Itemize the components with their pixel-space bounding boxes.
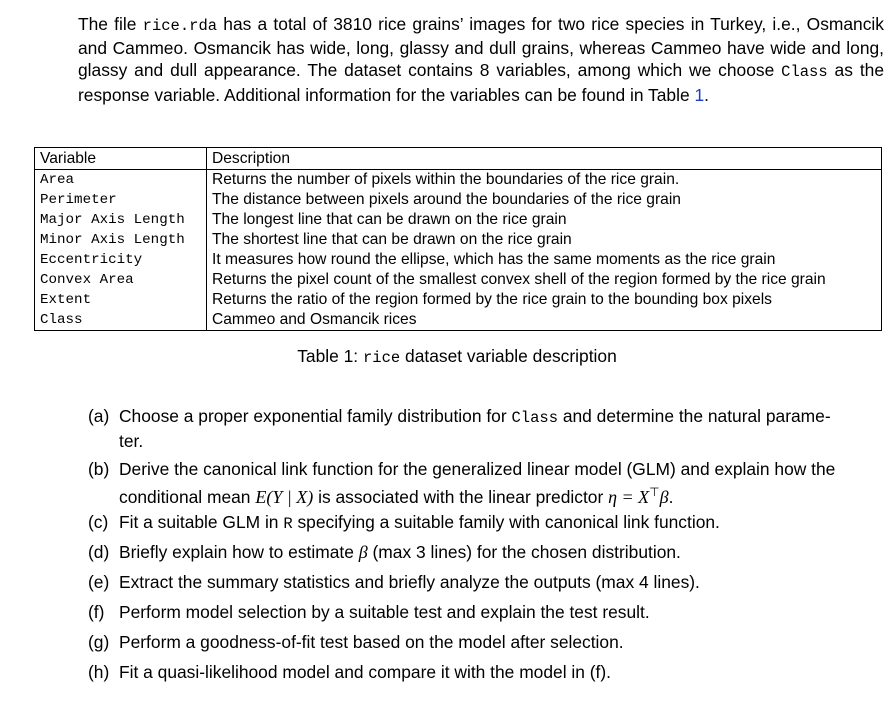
table-caption bbox=[0, 346, 894, 367]
table-row bbox=[35, 190, 882, 210]
table-row bbox=[35, 250, 882, 270]
variable-description: Returns the pixel count of the smallest convex shell of the region formed by the rice grain bbox=[207, 270, 882, 290]
question-text-part: . bbox=[668, 487, 674, 507]
math-linear-predictor bbox=[608, 487, 669, 507]
table-reference-link[interactable]: 1 bbox=[694, 84, 705, 105]
question-text-part: Derive the canonical link function for the generalized linear model (GLM) and explain how the bbox=[119, 459, 836, 479]
table-row bbox=[35, 230, 882, 250]
intro-text-1: The file bbox=[78, 14, 143, 34]
question-text-part: Choose a proper exponential family distribution for bbox=[119, 406, 512, 426]
variable-table bbox=[34, 147, 882, 331]
question-label: (a) bbox=[88, 406, 110, 426]
question-text: Perform model selection by a suitable test and explain the test result. bbox=[119, 602, 650, 622]
variable-name: Eccentricity bbox=[35, 250, 207, 270]
variable-description: Returns the number of pixels within the boundaries of the rice grain. bbox=[207, 170, 882, 191]
question-text-part: conditional mean bbox=[119, 487, 256, 507]
intro-text-3: as the response variable. Additional information for the variables can be found in Table bbox=[78, 60, 884, 105]
variable-name: Class bbox=[35, 310, 207, 331]
math-part: η = X bbox=[608, 487, 650, 507]
variable-name: Minor Axis Length bbox=[35, 230, 207, 250]
question-text-part: and determine the natural parame- bbox=[558, 406, 831, 426]
intro-paragraph bbox=[78, 13, 884, 106]
variable-description: The longest line that can be drawn on the rice grain bbox=[207, 210, 882, 230]
variable-name: Major Axis Length bbox=[35, 210, 207, 230]
variable-description: It measures how round the ellipse, which has the same moments as the rice grain bbox=[207, 250, 882, 270]
question-text bbox=[119, 541, 883, 564]
variable-description: The distance between pixels around the boundaries of the rice grain bbox=[207, 190, 882, 210]
inline-code: R bbox=[283, 515, 293, 533]
question-label: (g) bbox=[88, 632, 110, 652]
caption-dataset: rice bbox=[362, 349, 401, 367]
variable-name: Area bbox=[35, 170, 207, 191]
caption-prefix: Table 1: bbox=[297, 346, 363, 366]
table-row bbox=[35, 210, 882, 230]
table-row bbox=[35, 270, 882, 290]
question-label: (h) bbox=[88, 662, 110, 682]
question-text bbox=[119, 511, 883, 536]
question-text-part: Briefly explain how to estimate bbox=[119, 542, 359, 562]
variable-name: Convex Area bbox=[35, 270, 207, 290]
header-variable: Variable bbox=[35, 148, 207, 170]
question-text-part: ter. bbox=[119, 431, 144, 451]
question-label: (e) bbox=[88, 572, 110, 592]
intro-text-4: . bbox=[704, 84, 709, 105]
response-variable: Class bbox=[781, 63, 828, 82]
question-label: (b) bbox=[88, 459, 110, 479]
table-header-row bbox=[35, 148, 882, 170]
variable-name: Perimeter bbox=[35, 190, 207, 210]
question-label: (c) bbox=[88, 512, 109, 532]
question-text bbox=[119, 405, 883, 453]
math-conditional-mean: E(Y | X) bbox=[255, 487, 314, 507]
question-text: Perform a goodness-of-fit test based on the model after selection. bbox=[119, 632, 624, 652]
question-text-part: Fit a suitable GLM in bbox=[119, 512, 284, 532]
math-part: β bbox=[659, 487, 669, 507]
question-label: (f) bbox=[88, 602, 105, 622]
variable-description: The shortest line that can be drawn on the rice grain bbox=[207, 230, 882, 250]
question-text-part: is associated with the linear predictor bbox=[313, 487, 609, 507]
question-text-part: (max 3 lines) for the chosen distribution. bbox=[367, 542, 681, 562]
variable-name: Extent bbox=[35, 290, 207, 310]
file-name: rice.rda bbox=[142, 17, 218, 35]
math-beta: β bbox=[358, 542, 368, 562]
question-text: Fit a quasi-likelihood model and compare it with the model in (f). bbox=[119, 662, 611, 682]
question-label: (d) bbox=[88, 542, 110, 562]
table-row bbox=[35, 170, 882, 191]
inline-code: Class bbox=[511, 409, 558, 427]
question-text bbox=[119, 458, 883, 509]
header-description: Description bbox=[207, 148, 882, 170]
caption-suffix: dataset variable description bbox=[400, 346, 617, 366]
question-text-part: specifying a suitable family with canonical link function. bbox=[292, 512, 720, 532]
variable-description: Returns the ratio of the region formed by the rice grain to the bounding box pixels bbox=[207, 290, 882, 310]
question-text: Extract the summary statistics and briefly analyze the outputs (max 4 lines). bbox=[119, 572, 700, 592]
intro-text-2: has a total of 3810 rice grains’ images for two rice species in Turkey, i.e., Osmancik and Cammeo. Osmancik has wide, long, glassy and dull grains, whereas Cammeo have wide and long, glassy and dull appearance. The dataset contains 8 variables, among which we choose bbox=[78, 14, 884, 81]
transpose-symbol: ⊤ bbox=[649, 485, 660, 499]
variable-description: Cammeo and Osmancik rices bbox=[207, 310, 882, 331]
table-row bbox=[35, 310, 882, 331]
table-row bbox=[35, 290, 882, 310]
